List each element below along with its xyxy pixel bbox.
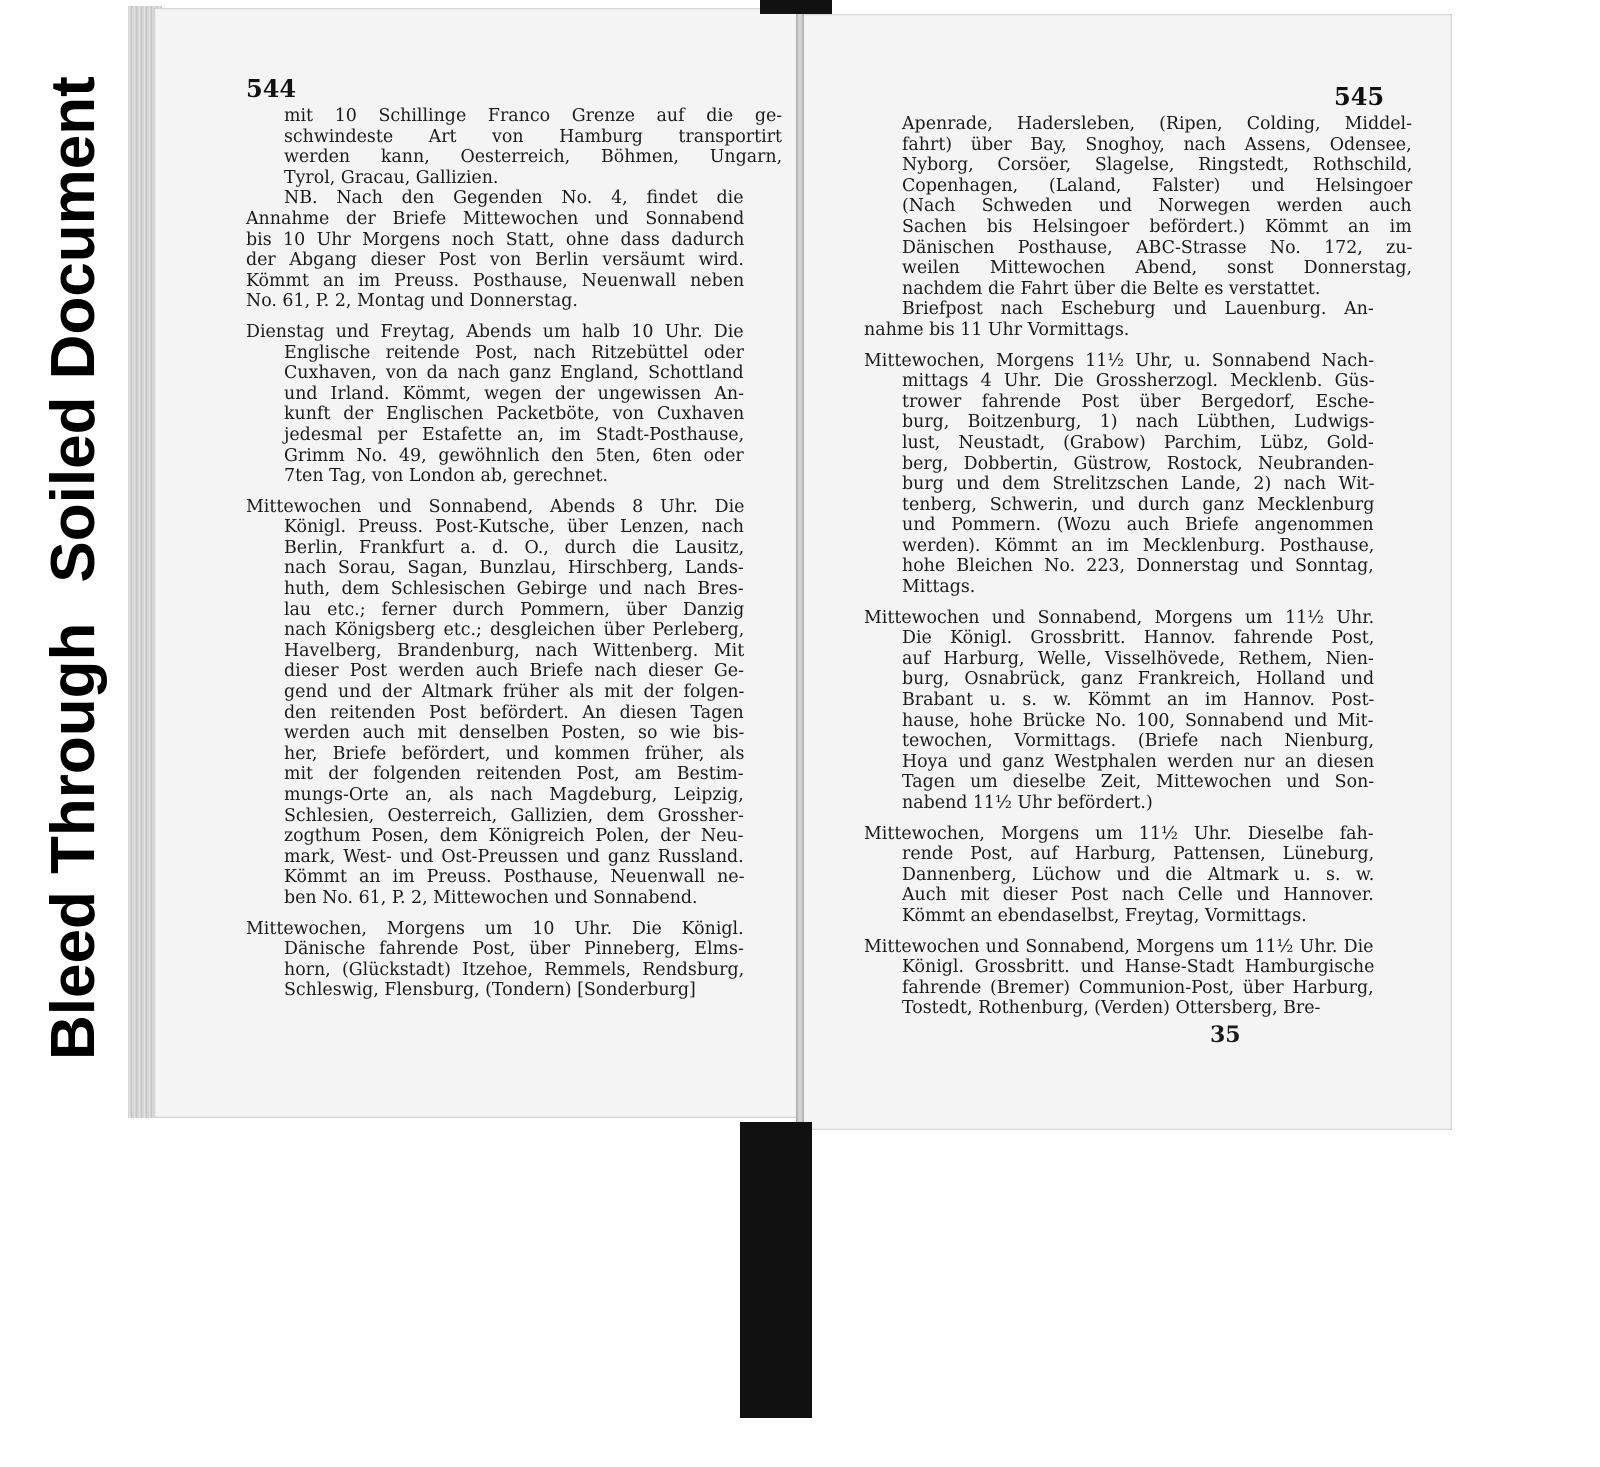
- text-line: trower fahrende Post über Bergedorf, Esche-: [902, 391, 1375, 412]
- text-line: Dänische fahrende Post, über Pinneberg, Elms-: [284, 939, 744, 960]
- text-line: Kömmt an im Preuss. Posthause, Neuenwall neben: [246, 270, 745, 291]
- text-line: Kömmt an ebendaselbst, Freytag, Vormittags.: [902, 905, 1307, 926]
- text-line: Mittewochen, Morgens um 11½ Uhr. Dieselbe fah-: [864, 823, 1374, 844]
- text-line: mit der folgenden reitenden Post, am Bestim-: [284, 764, 744, 785]
- text-line: Grimm No. 49, gewöhnlich den 5ten, 6ten oder: [284, 445, 744, 466]
- text-line: Kömmt an im Preuss. Posthause, Neuenwall ne-: [284, 867, 745, 888]
- text-line: lau etc.; ferner durch Pommern, über Danzig: [284, 599, 745, 620]
- text-line: Sachen bis Helsingoer befördert.) Kömmt an im: [902, 216, 1412, 237]
- text-line: werden auch mit denselben Posten, so wie bis-: [284, 723, 745, 744]
- text-line: Mittewochen, Morgens 11½ Uhr, u. Sonnabend Nach-: [864, 350, 1375, 371]
- book-gutter: [796, 12, 804, 1122]
- text-line: nahme bis 11 Uhr Vormittags.: [864, 319, 1130, 340]
- side-label-soiled-document: Soiled Document: [38, 76, 108, 583]
- right-page-number: 545: [1334, 82, 1385, 111]
- text-line: fahrende (Bremer) Communion-Post, über Harburg,: [902, 977, 1374, 998]
- signature-mark: 35: [1210, 1022, 1241, 1048]
- text-line: weilen Mittewochen Abend, sonst Donnerstag,: [902, 258, 1413, 279]
- text-line: rende Post, auf Harburg, Pattensen, Lüneburg,: [902, 844, 1375, 865]
- text-line: Cuxhaven, von da nach ganz England, Schottland: [284, 363, 744, 384]
- text-line: und Pommern. (Wozu auch Briefe angenommen: [902, 515, 1374, 536]
- text-line: nach Sorau, Sagan, Bunzlau, Hirschberg, Lands-: [284, 558, 744, 579]
- text-line: Dienstag und Freytag, Abends um halb 10 Uhr. Die: [246, 321, 744, 342]
- text-line: Tostedt, Rothenburg, (Verden) Ottersberg, Bre-: [902, 998, 1321, 1019]
- text-line: tewochen, Vormittags. (Briefe nach Nienburg,: [902, 731, 1374, 752]
- text-line: Havelberg, Brandenburg, nach Wittenberg. Mit: [284, 640, 745, 661]
- text-line: Mittewochen, Morgens um 10 Uhr. Die Königl.: [246, 918, 744, 939]
- text-line: Dänischen Posthause, ABC-Strasse No. 172, zu-: [902, 237, 1413, 258]
- text-line: No. 61, P. 2, Montag und Donnerstag.: [246, 291, 578, 312]
- text-line: lust, Neustadt, (Grabow) Parchim, Lübz, Gold-: [902, 432, 1374, 453]
- text-line: und Irland. Kömmt, wegen der ungewissen An-: [284, 383, 744, 404]
- text-line: dieser Post werden auch Briefe nach dieser Ge-: [284, 661, 744, 682]
- text-line: nabend 11½ Uhr befördert.): [902, 793, 1153, 813]
- text-line: kunft der Englischen Packetböte, von Cuxhaven: [284, 404, 745, 425]
- text-line: burg, Boitzenburg, 1) nach Lübthen, Ludwigs-: [902, 412, 1375, 433]
- binding-strap-top: [760, 0, 832, 14]
- text-line: jedesmal per Estafette an, im Stadt-Posthause,: [284, 424, 745, 445]
- left-page-text: [246, 106, 783, 1001]
- text-line: hause, hohe Brücke No. 100, Sonnabend und Mit-: [902, 710, 1374, 731]
- text-line: Berlin, Frankfurt a. d. O., durch die Lausitz,: [284, 537, 745, 558]
- text-line: gend und der Altmark früher als mit der folgen-: [284, 682, 745, 703]
- text-line: Schlesien, Oesterreich, Gallizien, dem Grossher-: [284, 805, 744, 826]
- text-line: berg, Dobbertin, Güstrow, Rostock, Neubranden-: [902, 453, 1375, 474]
- text-line: Copenhagen, (Laland, Falster) und Helsingoer: [902, 175, 1413, 196]
- text-line: auf Harburg, Welle, Visselhövede, Rethem, Nien-: [902, 648, 1374, 669]
- text-line: der Abgang dieser Post von Berlin versäumt wird.: [246, 250, 744, 271]
- text-line: Mittewochen und Sonnabend, Morgens um 11½ Uhr. Die: [864, 936, 1374, 957]
- text-line: Mittewochen und Sonnabend, Morgens um 11½ Uhr.: [864, 607, 1375, 628]
- text-line: bis 10 Uhr Morgens noch Statt, ohne dass dadurch: [246, 229, 745, 250]
- right-paragraph: [864, 824, 1374, 927]
- text-line: Mittags.: [902, 577, 976, 598]
- right-paragraph: [864, 937, 1374, 1019]
- text-line: mittags 4 Uhr. Die Grossherzogl. Mecklenb. Güs-: [902, 371, 1375, 392]
- text-line: Englische reitende Post, nach Ritzebüttel oder: [284, 342, 744, 363]
- text-line: fahrt) über Bay, Snoghoy, nach Assens, Odensee,: [902, 134, 1412, 155]
- text-line: Briefpost nach Escheburg und Lauenburg. An-: [902, 299, 1374, 320]
- text-line: nach Königsberg etc.; desgleichen über Perleberg,: [284, 620, 745, 641]
- text-line: Königl. Grossbritt. und Hanse-Stadt Hamburgische: [902, 957, 1375, 978]
- text-line: NB. Nach den Gegenden No. 4, findet die: [284, 188, 744, 209]
- text-line: Die Königl. Grossbritt. Hannov. fahrende Post,: [902, 628, 1375, 649]
- text-line: mit 10 Schillinge Franco Grenze auf die ge-: [284, 106, 783, 126]
- right-paragraph: [864, 114, 1413, 299]
- text-line: Annahme der Briefe Mittewochen und Sonnabend: [246, 208, 745, 229]
- binding-strap-bottom: [740, 1122, 812, 1418]
- text-line: Nyborg, Corsöer, Slagelse, Ringstedt, Rothschild,: [902, 155, 1413, 176]
- text-line: (Nach Schweden und Norwegen werden auch: [902, 196, 1412, 217]
- text-line: Hoya und ganz Westphalen werden nur an diesen: [902, 751, 1375, 772]
- text-line: Tyrol, Gracau, Gallizien.: [284, 167, 499, 188]
- text-line: mark, West- und Ost-Preussen und ganz Russland.: [284, 846, 744, 867]
- text-line: hohe Bleichen No. 223, Donnerstag und Sonntag,: [902, 556, 1374, 577]
- text-line: werden). Kömmt an im Mecklenburg. Posthause,: [902, 535, 1375, 556]
- text-line: nachdem die Fahrt über die Belte es verstattet.: [902, 278, 1321, 299]
- text-line: huth, dem Schlesischen Gebirge und nach Bres-: [284, 579, 744, 600]
- text-line: Brabant u. s. w. Kömmt an im Hannov. Post-: [902, 690, 1375, 711]
- right-page-text: [864, 114, 1413, 1019]
- text-line: schwindeste Art von Hamburg transportirt: [284, 126, 782, 147]
- left-paragraph: [246, 188, 744, 312]
- text-line: Mittewochen und Sonnabend, Abends 8 Uhr. Die: [246, 496, 745, 517]
- text-line: zogthum Posen, dem Königreich Polen, der Neu-: [284, 826, 744, 847]
- right-paragraph: [864, 299, 1374, 340]
- left-paragraph: [246, 497, 744, 909]
- text-line: werden kann, Oesterreich, Böhmen, Ungarn,: [284, 147, 783, 168]
- text-line: burg, Osnabrück, ganz Frankreich, Holland und: [902, 669, 1375, 690]
- text-line: ben No. 61, P. 2, Mittewochen und Sonnabend.: [284, 887, 698, 908]
- text-line: Dannenberg, Lüchow und die Altmark u. s. w.: [902, 864, 1375, 885]
- right-paragraph: [864, 608, 1374, 814]
- side-label-bleed-through: Bleed Through: [38, 622, 108, 1060]
- text-line: horn, (Glückstadt) Itzehoe, Remmels, Rendsburg,: [284, 959, 745, 980]
- side-label: [28, 30, 118, 1060]
- text-line: her, Briefe befördert, und kommen früher, als: [284, 743, 745, 764]
- text-line: den reitenden Post befördert. An diesen Tagen: [284, 702, 744, 723]
- text-line: mungs-Orte an, als nach Magdeburg, Leipzig,: [284, 785, 744, 805]
- left-paragraph: [246, 919, 744, 1001]
- text-line: Apenrade, Hadersleben, (Ripen, Colding, Middel-: [902, 114, 1412, 134]
- text-line: Königl. Preuss. Post-Kutsche, über Lenzen, nach: [284, 517, 744, 538]
- text-line: Auch mit dieser Post nach Celle und Hannover.: [902, 885, 1374, 906]
- left-page-number: 544: [246, 74, 297, 103]
- text-line: 7ten Tag, von London ab, gerechnet.: [284, 466, 608, 487]
- text-line: Tagen um dieselbe Zeit, Mittewochen und Son-: [902, 772, 1375, 793]
- text-line: burg und dem Strelitzschen Lande, 2) nach Wit-: [902, 474, 1375, 495]
- left-paragraph: [246, 106, 783, 188]
- right-paragraph: [864, 351, 1374, 598]
- text-line: tenberg, Schwerin, und durch ganz Mecklenburg: [902, 494, 1375, 515]
- left-paragraph: [246, 322, 744, 487]
- text-line: Schleswig, Flensburg, (Tondern) [Sonderburg]: [284, 980, 696, 1001]
